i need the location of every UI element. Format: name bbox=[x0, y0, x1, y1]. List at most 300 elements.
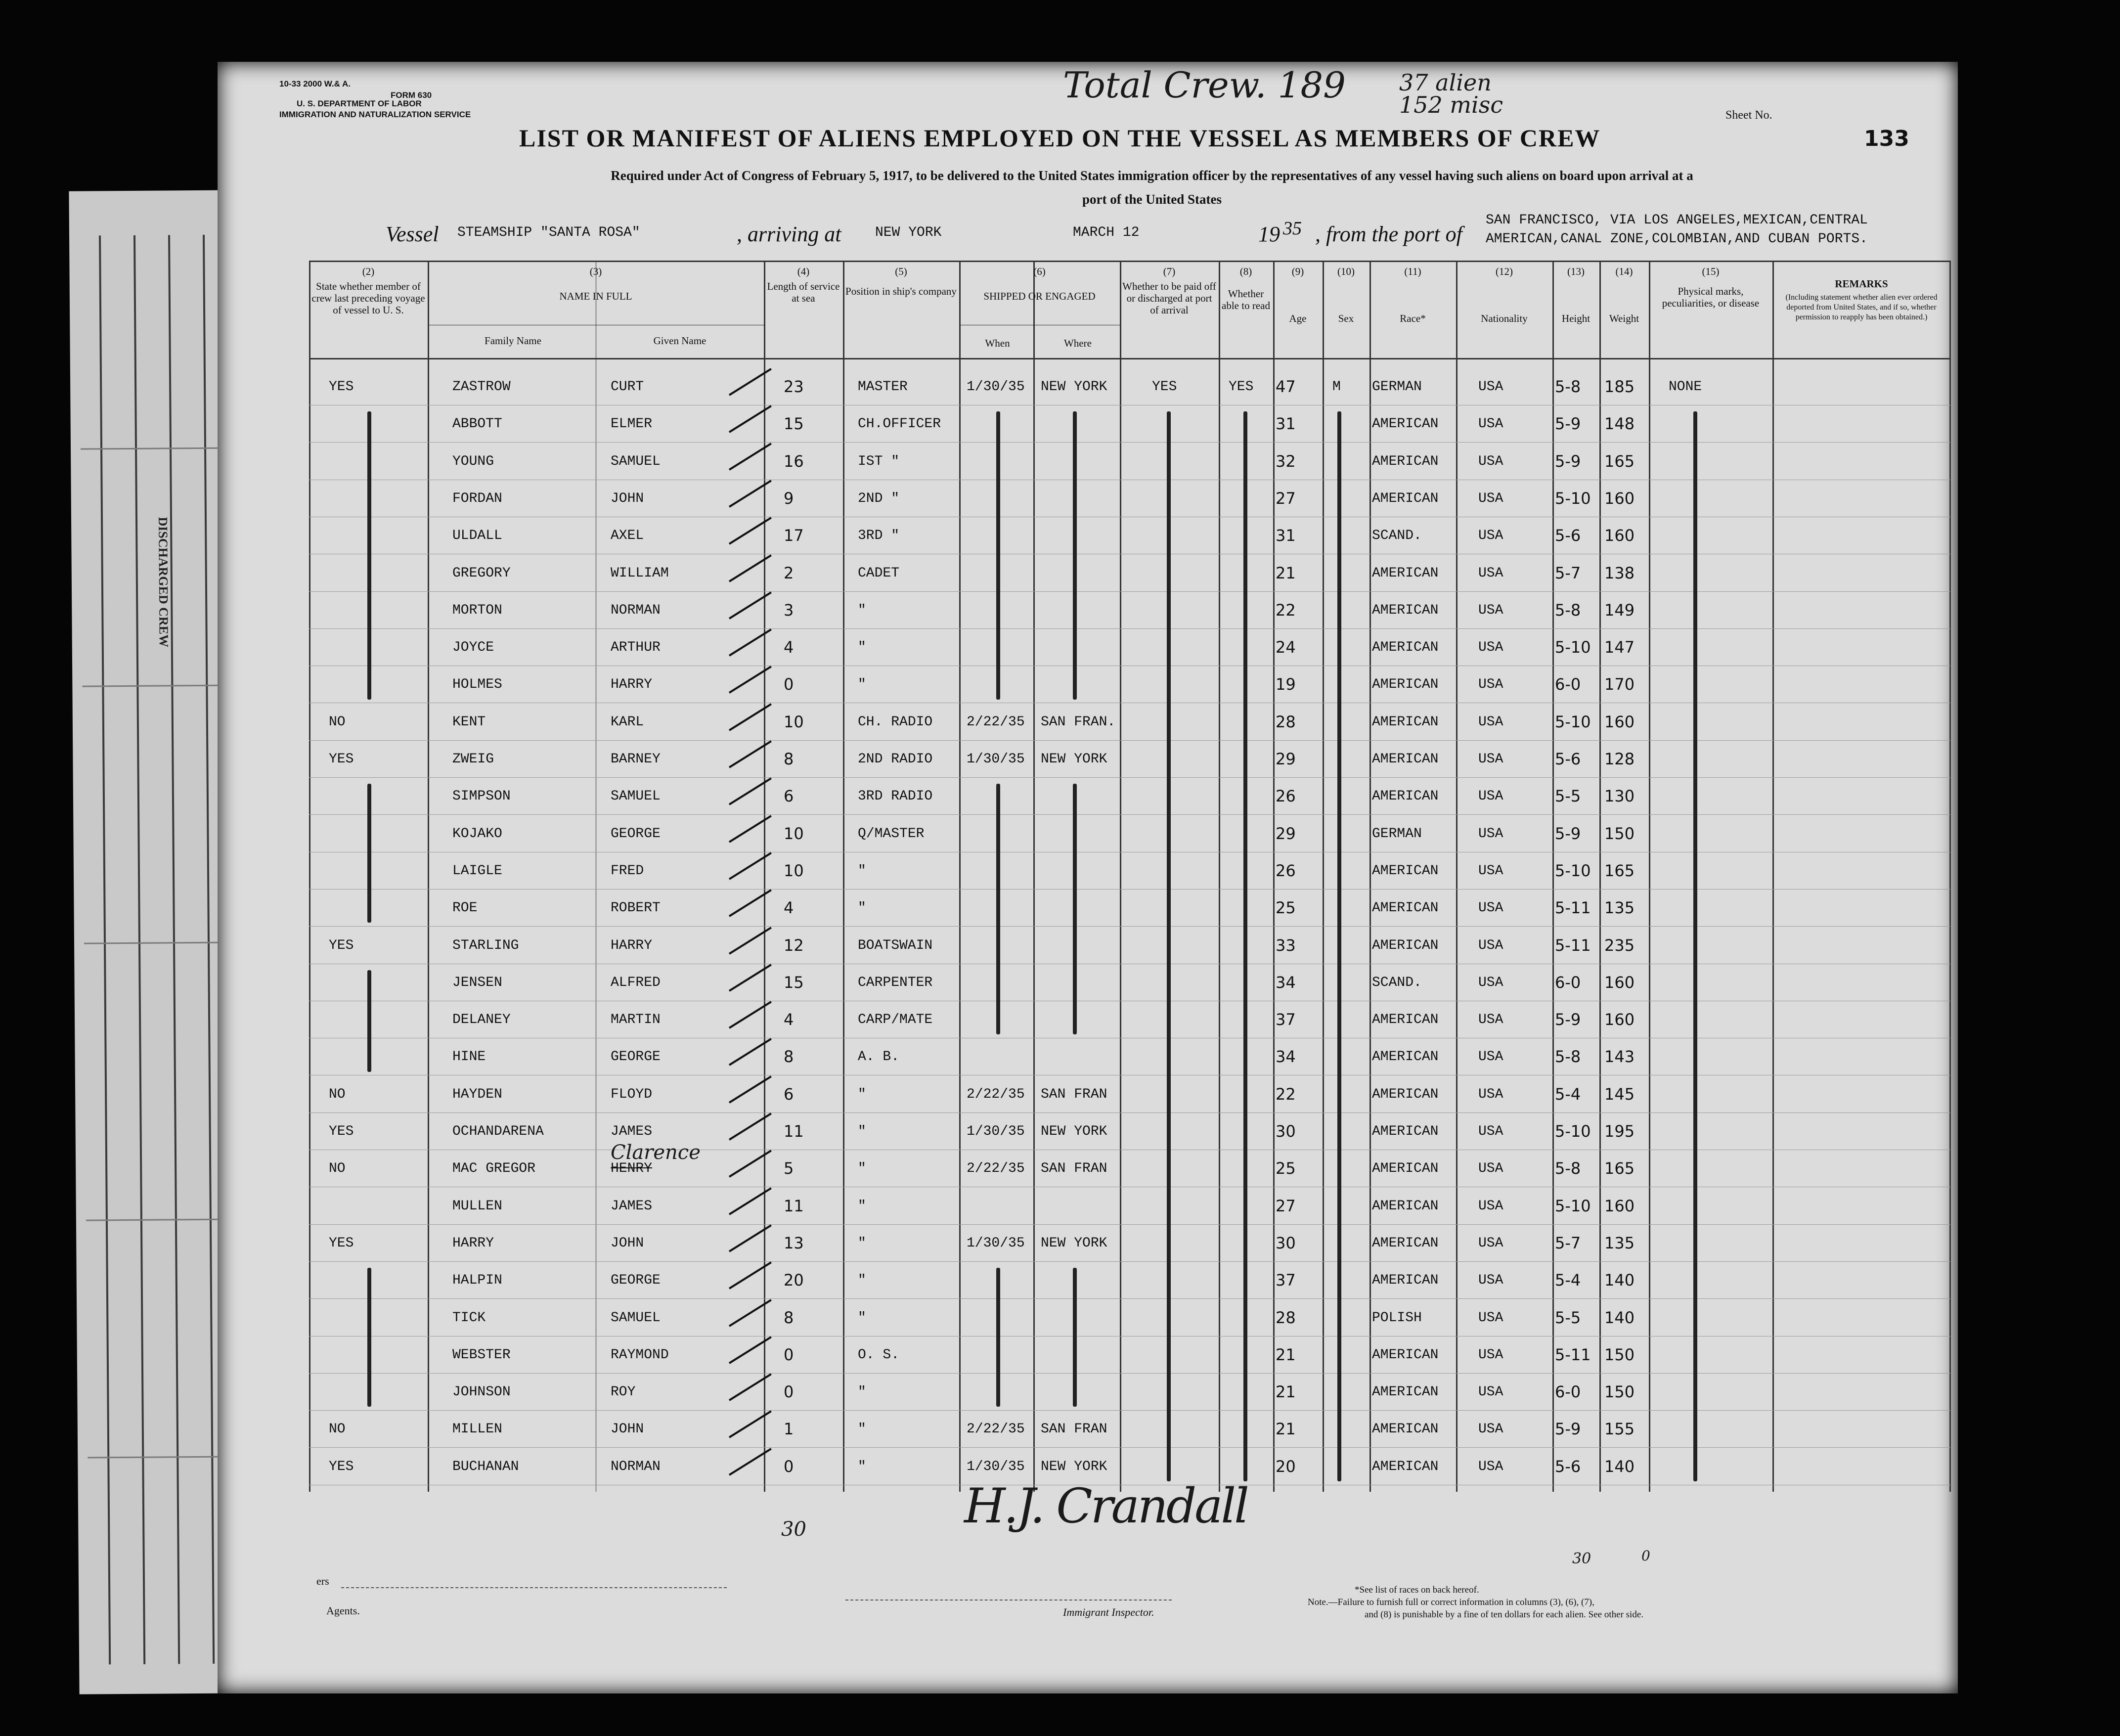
nationality-cell: USA bbox=[1478, 1235, 1503, 1251]
family-name-cell: BUCHANAN bbox=[452, 1459, 519, 1474]
age-cell: 37 bbox=[1276, 1010, 1296, 1029]
col-rule bbox=[428, 261, 429, 1492]
family-name-cell: MULLEN bbox=[452, 1198, 502, 1214]
weight-cell: 140 bbox=[1604, 1308, 1635, 1327]
col-rule bbox=[1323, 261, 1324, 1492]
given-name-cell: MARTIN bbox=[611, 1012, 661, 1028]
shipped-where-cell: SAN FRAN bbox=[1041, 1086, 1107, 1102]
height-cell: 6-0 bbox=[1555, 675, 1581, 694]
nationality-cell: USA bbox=[1478, 789, 1503, 804]
service-years-cell: 0 bbox=[784, 1382, 794, 1402]
ditto-bar bbox=[1073, 1268, 1077, 1407]
position-cell: " bbox=[858, 1161, 866, 1177]
age-cell: 25 bbox=[1276, 1159, 1296, 1178]
service-years-cell: 16 bbox=[784, 451, 804, 471]
department-line: U. S. DEPARTMENT OF LABOR bbox=[297, 99, 422, 108]
nationality-cell: USA bbox=[1478, 1310, 1503, 1326]
height-cell: 5-9 bbox=[1555, 1010, 1581, 1029]
nationality-cell: USA bbox=[1478, 1086, 1503, 1102]
race-cell: AMERICAN bbox=[1372, 640, 1439, 656]
age-cell: 29 bbox=[1276, 824, 1296, 843]
col-rule bbox=[1599, 261, 1601, 1492]
where-header: Where bbox=[1064, 337, 1092, 349]
family-name-cell: STARLING bbox=[452, 937, 519, 953]
given-name-cell: JOHN bbox=[611, 490, 644, 506]
position-cell: CADET bbox=[858, 565, 900, 581]
race-cell: AMERICAN bbox=[1372, 1161, 1439, 1177]
race-cell: AMERICAN bbox=[1372, 752, 1439, 767]
family-name-cell: MORTON bbox=[452, 602, 502, 618]
given-name-cell: NORMAN bbox=[611, 1459, 661, 1474]
age-cell: 21 bbox=[1276, 563, 1296, 582]
weight-cell: 165 bbox=[1604, 1159, 1635, 1178]
row-rule bbox=[309, 926, 1950, 927]
service-years-cell: 15 bbox=[784, 973, 804, 992]
col13-number: (13) bbox=[1567, 266, 1585, 277]
position-cell: " bbox=[858, 1310, 866, 1326]
weight-cell: 160 bbox=[1604, 489, 1635, 508]
col-rule bbox=[1219, 261, 1220, 1492]
crew-manifest-table bbox=[309, 261, 1950, 1497]
ditto-bar bbox=[367, 784, 371, 923]
col6-header: SHIPPED OR ENGAGED bbox=[983, 290, 1096, 302]
col4-number: (4) bbox=[797, 266, 810, 277]
position-cell: O. S. bbox=[858, 1347, 900, 1363]
position-cell: 2ND " bbox=[858, 490, 900, 506]
weight-cell: 147 bbox=[1604, 638, 1635, 657]
zero-mark: 0 bbox=[1641, 1548, 1650, 1564]
nationality-cell: USA bbox=[1478, 1198, 1503, 1214]
prev-voyage-cell: NO bbox=[329, 714, 346, 730]
position-cell: " bbox=[858, 1235, 866, 1251]
position-cell: CARPENTER bbox=[858, 975, 933, 990]
position-cell: 2ND RADIO bbox=[858, 752, 933, 767]
col-rule bbox=[843, 261, 844, 1492]
able-to-read-cell: YES bbox=[1229, 379, 1254, 395]
shipped-when-cell: 1/30/35 bbox=[967, 379, 1025, 395]
given-name-header: Given Name bbox=[653, 335, 707, 347]
age-cell: 26 bbox=[1276, 787, 1296, 806]
weight-cell: 165 bbox=[1604, 861, 1635, 880]
col-rule bbox=[1033, 261, 1035, 1492]
shipped-when-cell: 1/30/35 bbox=[967, 1124, 1025, 1139]
weight-cell: 160 bbox=[1604, 712, 1635, 731]
nationality-cell: USA bbox=[1478, 453, 1503, 469]
family-name-cell: HOLMES bbox=[452, 677, 502, 693]
family-name-cell: ZWEIG bbox=[452, 752, 494, 767]
inspector-line bbox=[845, 1600, 1172, 1601]
position-cell: BOATSWAIN bbox=[858, 937, 933, 953]
shipped-where-cell: NEW YORK bbox=[1041, 379, 1107, 395]
ditto-bar bbox=[1073, 784, 1077, 1034]
race-cell: AMERICAN bbox=[1372, 1086, 1439, 1102]
weight-cell: 143 bbox=[1604, 1047, 1635, 1067]
family-name-cell: LAIGLE bbox=[452, 863, 502, 879]
race-cell: GERMAN bbox=[1372, 379, 1422, 395]
ditto-bar bbox=[1337, 411, 1341, 1481]
given-name-cell: RAYMOND bbox=[611, 1347, 669, 1363]
weight-cell: 140 bbox=[1604, 1457, 1635, 1476]
height-cell: 5-4 bbox=[1555, 1084, 1581, 1104]
given-name-cell: ROBERT bbox=[611, 900, 661, 916]
prev-voyage-cell: NO bbox=[329, 1161, 346, 1177]
race-cell: AMERICAN bbox=[1372, 1273, 1439, 1289]
when-header: When bbox=[985, 337, 1010, 349]
form-title: LIST OR MANIFEST OF ALIENS EMPLOYED ON THE VESSEL AS MEMBERS OF CREW bbox=[519, 124, 1601, 152]
weight-cell: 155 bbox=[1604, 1420, 1635, 1439]
col-rule bbox=[309, 261, 310, 1492]
given-name-cell: HENRY bbox=[611, 1161, 653, 1177]
weight-cell: 160 bbox=[1604, 1010, 1635, 1029]
height-cell: 5-11 bbox=[1555, 898, 1591, 918]
height-cell: 5-6 bbox=[1555, 526, 1581, 545]
weight-cell: 130 bbox=[1604, 787, 1635, 806]
age-cell: 47 bbox=[1276, 377, 1296, 396]
nationality-cell: USA bbox=[1478, 863, 1503, 879]
service-years-cell: 23 bbox=[784, 377, 804, 396]
service-years-cell: 8 bbox=[784, 750, 794, 768]
weight-cell: 149 bbox=[1604, 600, 1635, 620]
family-name-cell: WEBSTER bbox=[452, 1347, 511, 1363]
col-rule bbox=[1369, 261, 1371, 1492]
height-cell: 5-9 bbox=[1555, 824, 1581, 843]
height-cell: 5-11 bbox=[1555, 1345, 1591, 1364]
handwritten-alien-count: 37 alien bbox=[1399, 69, 1492, 96]
row-rule bbox=[309, 1224, 1950, 1225]
row-rule bbox=[309, 1373, 1950, 1374]
col-rule bbox=[1273, 261, 1275, 1492]
position-cell: " bbox=[858, 1273, 866, 1289]
family-name-cell: HINE bbox=[452, 1049, 486, 1065]
age-cell: 25 bbox=[1276, 898, 1296, 918]
height-cell: 5-8 bbox=[1555, 377, 1581, 396]
shipped-when-cell: 2/22/35 bbox=[967, 1086, 1025, 1102]
given-name-cell: FLOYD bbox=[611, 1086, 653, 1102]
flap-discharged-note: DISCHARGED CREW bbox=[155, 517, 171, 648]
position-cell: " bbox=[858, 1198, 866, 1214]
weight-cell: 128 bbox=[1604, 750, 1635, 768]
age-cell: 28 bbox=[1276, 712, 1296, 731]
position-cell: CH. RADIO bbox=[858, 714, 933, 730]
race-cell: AMERICAN bbox=[1372, 677, 1439, 693]
col5-number: (5) bbox=[895, 266, 907, 277]
col2-header: State whether member of crew last preceding voyage of vessel to U. S. bbox=[311, 280, 425, 316]
nationality-cell: USA bbox=[1478, 1273, 1503, 1289]
col-rule bbox=[959, 261, 961, 1492]
age-cell: 19 bbox=[1276, 675, 1296, 694]
given-name-cell: BARNEY bbox=[611, 752, 661, 767]
service-years-cell: 10 bbox=[784, 861, 804, 880]
col12-number: (12) bbox=[1496, 266, 1513, 277]
age-cell: 27 bbox=[1276, 1196, 1296, 1215]
race-cell: AMERICAN bbox=[1372, 1459, 1439, 1474]
position-cell: IST " bbox=[858, 453, 900, 469]
service-years-cell: 10 bbox=[784, 712, 804, 731]
position-cell: " bbox=[858, 1124, 866, 1139]
race-cell: AMERICAN bbox=[1372, 453, 1439, 469]
age-cell: 30 bbox=[1276, 1122, 1296, 1141]
service-years-cell: 11 bbox=[784, 1122, 804, 1141]
given-name-cell: JOHN bbox=[611, 1235, 644, 1251]
arrival-port: NEW YORK bbox=[875, 225, 942, 240]
family-name-cell: TICK bbox=[452, 1310, 486, 1326]
family-name-cell: ZASTROW bbox=[452, 379, 511, 395]
form-code: 10-33 2000 W.& A. bbox=[279, 79, 351, 89]
height-cell: 6-0 bbox=[1555, 1382, 1581, 1402]
given-name-cell: JOHN bbox=[611, 1422, 644, 1437]
service-years-cell: 8 bbox=[784, 1047, 794, 1067]
col-rule bbox=[1120, 261, 1121, 1492]
height-cell: 5-6 bbox=[1555, 750, 1581, 768]
shipped-when-cell: 1/30/35 bbox=[967, 1235, 1025, 1251]
prev-voyage-cell: YES bbox=[329, 1459, 354, 1474]
family-name-cell: JOHNSON bbox=[452, 1384, 511, 1400]
height-cell: 5-8 bbox=[1555, 600, 1581, 620]
shipped-where-cell: SAN FRAN. bbox=[1041, 714, 1116, 730]
shipped-when-cell: 1/30/35 bbox=[967, 752, 1025, 767]
col14-header: Weight bbox=[1609, 312, 1639, 324]
height-cell: 5-8 bbox=[1555, 1159, 1581, 1178]
height-cell: 5-10 bbox=[1555, 861, 1591, 880]
year-prefix: 19 bbox=[1258, 222, 1280, 246]
family-name-cell: GREGORY bbox=[452, 565, 511, 581]
act-line-1: Required under Act of Congress of February 5, 1917, to be delivered to the United States immigration officer by the representatives of any vessel having such aliens on board upon arrival at a bbox=[611, 168, 1693, 183]
from-port-line-1: SAN FRANCISCO, VIA LOS ANGELES,MEXICAN,CENTRAL bbox=[1486, 213, 1868, 228]
position-cell: " bbox=[858, 602, 866, 618]
age-cell: 21 bbox=[1276, 1382, 1296, 1402]
ers-label: ers bbox=[316, 1575, 329, 1587]
nationality-cell: USA bbox=[1478, 975, 1503, 990]
given-name-cell: HARRY bbox=[611, 677, 653, 693]
family-name-cell: HALPIN bbox=[452, 1273, 502, 1289]
nationality-cell: USA bbox=[1478, 752, 1503, 767]
race-cell: AMERICAN bbox=[1372, 1384, 1439, 1400]
service-years-cell: 17 bbox=[784, 526, 804, 545]
race-cell: AMERICAN bbox=[1372, 1124, 1439, 1139]
age-cell: 21 bbox=[1276, 1345, 1296, 1364]
weight-cell: 185 bbox=[1604, 377, 1635, 396]
col15-number: (15) bbox=[1702, 266, 1720, 277]
race-cell: AMERICAN bbox=[1372, 565, 1439, 581]
nationality-cell: USA bbox=[1478, 416, 1503, 432]
position-cell: A. B. bbox=[858, 1049, 900, 1065]
races-note: *See list of races on back hereof. bbox=[1355, 1585, 1479, 1595]
form-number: FORM 630 bbox=[391, 90, 432, 100]
weight-cell: 160 bbox=[1604, 973, 1635, 992]
prev-voyage-cell: NO bbox=[329, 1086, 346, 1102]
year: 35 bbox=[1283, 218, 1302, 239]
row-rule bbox=[309, 889, 1950, 890]
nationality-cell: USA bbox=[1478, 1049, 1503, 1065]
service-years-cell: 0 bbox=[784, 675, 794, 694]
col5-header: Position in ship's company bbox=[845, 285, 957, 297]
race-cell: AMERICAN bbox=[1372, 1198, 1439, 1214]
position-cell: " bbox=[858, 1422, 866, 1437]
height-cell: 5-5 bbox=[1555, 1308, 1581, 1327]
handwritten-misc-count: 152 misc bbox=[1399, 91, 1503, 118]
row-rule bbox=[309, 591, 1950, 592]
given-name-cell: KARL bbox=[611, 714, 644, 730]
age-cell: 31 bbox=[1276, 414, 1296, 434]
height-cell: 5-9 bbox=[1555, 451, 1581, 471]
given-name-cell: JAMES bbox=[611, 1124, 653, 1139]
family-name-cell: ABBOTT bbox=[452, 416, 502, 432]
col3-header: NAME IN FULL bbox=[559, 290, 632, 302]
service-years-cell: 15 bbox=[784, 414, 804, 434]
family-name-cell: HARRY bbox=[452, 1235, 494, 1251]
race-cell: AMERICAN bbox=[1372, 1235, 1439, 1251]
given-name-cell: ELMER bbox=[611, 416, 653, 432]
race-cell: AMERICAN bbox=[1372, 900, 1439, 916]
height-cell: 5-9 bbox=[1555, 1420, 1581, 1439]
race-cell: AMERICAN bbox=[1372, 1347, 1439, 1363]
given-name-cell: GEORGE bbox=[611, 1273, 661, 1289]
nationality-cell: USA bbox=[1478, 1459, 1503, 1474]
flap-col bbox=[99, 235, 111, 1664]
col7-header: Whether to be paid off or discharged at port of arrival bbox=[1122, 280, 1216, 316]
race-cell: AMERICAN bbox=[1372, 789, 1439, 804]
given-name-cell: HARRY bbox=[611, 937, 653, 953]
weight-cell: 150 bbox=[1604, 1382, 1635, 1402]
given-name-cell: GEORGE bbox=[611, 826, 661, 842]
given-name-cell: SAMUEL bbox=[611, 789, 661, 804]
family-name-cell: HAYDEN bbox=[452, 1086, 502, 1102]
family-name-header: Family Name bbox=[485, 335, 541, 347]
age-cell: 20 bbox=[1276, 1457, 1296, 1476]
position-cell: 3RD " bbox=[858, 528, 900, 544]
col-rule bbox=[1552, 261, 1554, 1492]
height-cell: 5-9 bbox=[1555, 414, 1581, 434]
race-cell: AMERICAN bbox=[1372, 1049, 1439, 1065]
inspector-signature: H.J. Crandall bbox=[964, 1478, 1247, 1534]
ditto-bar bbox=[996, 411, 1000, 699]
col9-header: Age bbox=[1289, 312, 1307, 324]
service-years-cell: 4 bbox=[784, 898, 794, 918]
given-name-cell: JAMES bbox=[611, 1198, 653, 1214]
row-rule bbox=[309, 740, 1950, 741]
position-cell: " bbox=[858, 1459, 866, 1474]
page-count-mark: 30 bbox=[1572, 1550, 1591, 1567]
given-name-cell: CURT bbox=[611, 379, 644, 395]
ditto-bar bbox=[1167, 411, 1171, 1481]
service-years-cell: 1 bbox=[784, 1420, 794, 1439]
service-years-cell: 0 bbox=[784, 1457, 794, 1476]
prev-voyage-cell: YES bbox=[329, 1124, 354, 1139]
col13-header: Height bbox=[1561, 312, 1590, 324]
family-name-cell: SIMPSON bbox=[452, 789, 511, 804]
age-cell: 37 bbox=[1276, 1271, 1296, 1290]
height-cell: 5-5 bbox=[1555, 787, 1581, 806]
col11-number: (11) bbox=[1404, 266, 1421, 277]
family-name-cell: YOUNG bbox=[452, 453, 494, 469]
position-cell: " bbox=[858, 863, 866, 879]
given-name-cell: WILLIAM bbox=[611, 565, 669, 581]
service-years-cell: 13 bbox=[784, 1233, 804, 1252]
arrival-date: MARCH 12 bbox=[1073, 225, 1140, 240]
signature-line bbox=[341, 1587, 727, 1588]
age-cell: 29 bbox=[1276, 750, 1296, 768]
prev-voyage-cell: YES bbox=[329, 752, 354, 767]
age-cell: 32 bbox=[1276, 451, 1296, 471]
race-cell: SCAND. bbox=[1372, 528, 1422, 544]
weight-cell: 148 bbox=[1604, 414, 1635, 434]
nationality-cell: USA bbox=[1478, 602, 1503, 618]
row-rule bbox=[309, 777, 1950, 778]
family-name-cell: MILLEN bbox=[452, 1422, 502, 1437]
service-years-cell: 12 bbox=[784, 935, 804, 955]
flap-col bbox=[133, 235, 145, 1664]
shipped-when-cell: 1/30/35 bbox=[967, 1459, 1025, 1474]
nationality-cell: USA bbox=[1478, 379, 1503, 395]
nationality-cell: USA bbox=[1478, 565, 1503, 581]
col2-number: (2) bbox=[362, 266, 375, 277]
ditto-bar bbox=[996, 1268, 1000, 1407]
family-name-cell: OCHANDARENA bbox=[452, 1124, 544, 1139]
race-cell: AMERICAN bbox=[1372, 937, 1439, 953]
service-years-cell: 9 bbox=[784, 489, 794, 508]
col-rule bbox=[1772, 261, 1774, 1492]
prev-voyage-cell: NO bbox=[329, 1422, 346, 1437]
race-cell: GERMAN bbox=[1372, 826, 1422, 842]
inspector-label: Immigrant Inspector. bbox=[1063, 1606, 1154, 1618]
service-years-cell: 10 bbox=[784, 824, 804, 843]
height-cell: 5-7 bbox=[1555, 563, 1581, 582]
given-name-cell: SAMUEL bbox=[611, 1310, 661, 1326]
family-name-cell: ULDALL bbox=[452, 528, 502, 544]
height-cell: 5-10 bbox=[1555, 712, 1591, 731]
handwritten-total-crew: Total Crew. 189 bbox=[1063, 64, 1346, 106]
ditto-bar bbox=[1693, 411, 1697, 1481]
height-cell: 5-10 bbox=[1555, 1122, 1591, 1141]
col8-header: Whether able to read bbox=[1222, 288, 1270, 312]
row-rule bbox=[309, 1298, 1950, 1299]
height-cell: 5-4 bbox=[1555, 1271, 1581, 1290]
position-cell: MASTER bbox=[858, 379, 908, 395]
race-cell: AMERICAN bbox=[1372, 490, 1439, 506]
weight-cell: 235 bbox=[1604, 935, 1635, 955]
position-cell: " bbox=[858, 900, 866, 916]
row-rule bbox=[309, 1410, 1950, 1411]
race-cell: AMERICAN bbox=[1372, 1012, 1439, 1028]
position-cell: CH.OFFICER bbox=[858, 416, 941, 432]
service-years-cell: 8 bbox=[784, 1308, 794, 1327]
nationality-cell: USA bbox=[1478, 1384, 1503, 1400]
table-top-rule bbox=[309, 261, 1950, 262]
nationality-cell: USA bbox=[1478, 1161, 1503, 1177]
age-cell: 26 bbox=[1276, 861, 1296, 880]
position-cell: 3RD RADIO bbox=[858, 789, 933, 804]
service-years-cell: 3 bbox=[784, 600, 794, 620]
family-name-cell: MAC GREGOR bbox=[452, 1161, 536, 1177]
ditto-bar bbox=[367, 970, 371, 1072]
col12-header: Nationality bbox=[1481, 312, 1528, 324]
prev-voyage-cell: YES bbox=[329, 1235, 354, 1251]
from-port-label: , from the port of bbox=[1315, 222, 1462, 246]
race-cell: AMERICAN bbox=[1372, 1422, 1439, 1437]
flap-col bbox=[203, 235, 215, 1664]
family-name-cell: JOYCE bbox=[452, 640, 494, 656]
family-name-cell: FORDAN bbox=[452, 490, 502, 506]
shipped-where-cell: SAN FRAN bbox=[1041, 1422, 1107, 1437]
height-cell: 6-0 bbox=[1555, 973, 1581, 992]
col-rule bbox=[764, 261, 765, 1492]
nationality-cell: USA bbox=[1478, 528, 1503, 544]
position-cell: CARP/MATE bbox=[858, 1012, 933, 1028]
family-name-cell: KOJAKO bbox=[452, 826, 502, 842]
weight-cell: 160 bbox=[1604, 526, 1635, 545]
height-cell: 5-7 bbox=[1555, 1233, 1581, 1252]
age-cell: 21 bbox=[1276, 1420, 1296, 1439]
